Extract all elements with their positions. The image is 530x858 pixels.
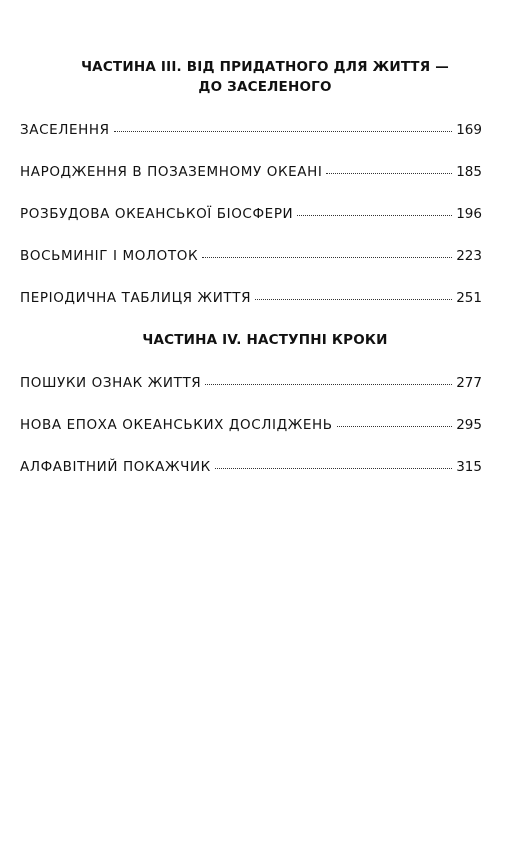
toc-entry-page-number: 295 xyxy=(456,417,482,433)
toc-entry-alphabetical-index xyxy=(20,458,482,476)
toc-entry-title: ВОСЬМИНІГ І МОЛОТОК xyxy=(20,248,199,264)
dot-leader xyxy=(337,426,453,427)
toc-entry-title: НАРОДЖЕННЯ В ПОЗАЗЕМНОМУ ОКЕАНІ xyxy=(20,164,323,180)
toc-entry-page-number: 315 xyxy=(456,459,482,475)
toc-entry-page-number: 196 xyxy=(456,206,482,222)
toc-entry-new-era-ocean-exploration xyxy=(20,416,482,434)
dot-leader xyxy=(215,468,452,469)
toc-entry-birth-in-alien-ocean xyxy=(20,163,482,181)
toc-entry-page-number: 169 xyxy=(456,122,482,138)
part-3-heading xyxy=(0,57,530,97)
toc-entry-title: ПОШУКИ ОЗНАК ЖИТТЯ xyxy=(20,375,202,391)
dot-leader xyxy=(326,173,452,174)
dot-leader xyxy=(297,215,452,216)
toc-entry-page-number: 251 xyxy=(456,290,482,306)
toc-entry-page-number: 277 xyxy=(456,375,482,391)
toc-entry-page-number: 223 xyxy=(456,248,482,264)
toc-entry-page-number: 185 xyxy=(456,164,482,180)
toc-entry-periodic-table-of-life xyxy=(20,289,482,307)
toc-entry-building-ocean-biosphere xyxy=(20,205,482,223)
toc-entry-search-for-signs-of-life xyxy=(20,374,482,392)
toc-entry-title: ЗАСЕЛЕННЯ xyxy=(20,122,110,138)
toc-entry-settlement xyxy=(20,121,482,139)
dot-leader xyxy=(205,384,452,385)
dot-leader xyxy=(255,299,452,300)
toc-entry-octopus-and-hammer xyxy=(20,247,482,265)
toc-entry-title: РОЗБУДОВА ОКЕАНСЬКОЇ БІОСФЕРИ xyxy=(20,206,294,222)
part-3-heading-line-2: ДО ЗАСЕЛЕНОГО xyxy=(198,79,332,95)
toc-entry-title: ПЕРІОДИЧНА ТАБЛИЦЯ ЖИТТЯ xyxy=(20,290,252,306)
toc-entry-title: НОВА ЕПОХА ОКЕАНСЬКИХ ДОСЛІДЖЕНЬ xyxy=(20,417,333,433)
part-3-heading-line-1: ЧАСТИНА III. ВІД ПРИДАТНОГО ДЛЯ ЖИТТЯ — xyxy=(81,59,449,75)
toc-entry-title: АЛФАВІТНИЙ ПОКАЖЧИК xyxy=(20,459,211,475)
dot-leader xyxy=(114,131,453,132)
dot-leader xyxy=(202,257,452,258)
part-4-heading: ЧАСТИНА IV. НАСТУПНІ КРОКИ xyxy=(142,332,388,348)
